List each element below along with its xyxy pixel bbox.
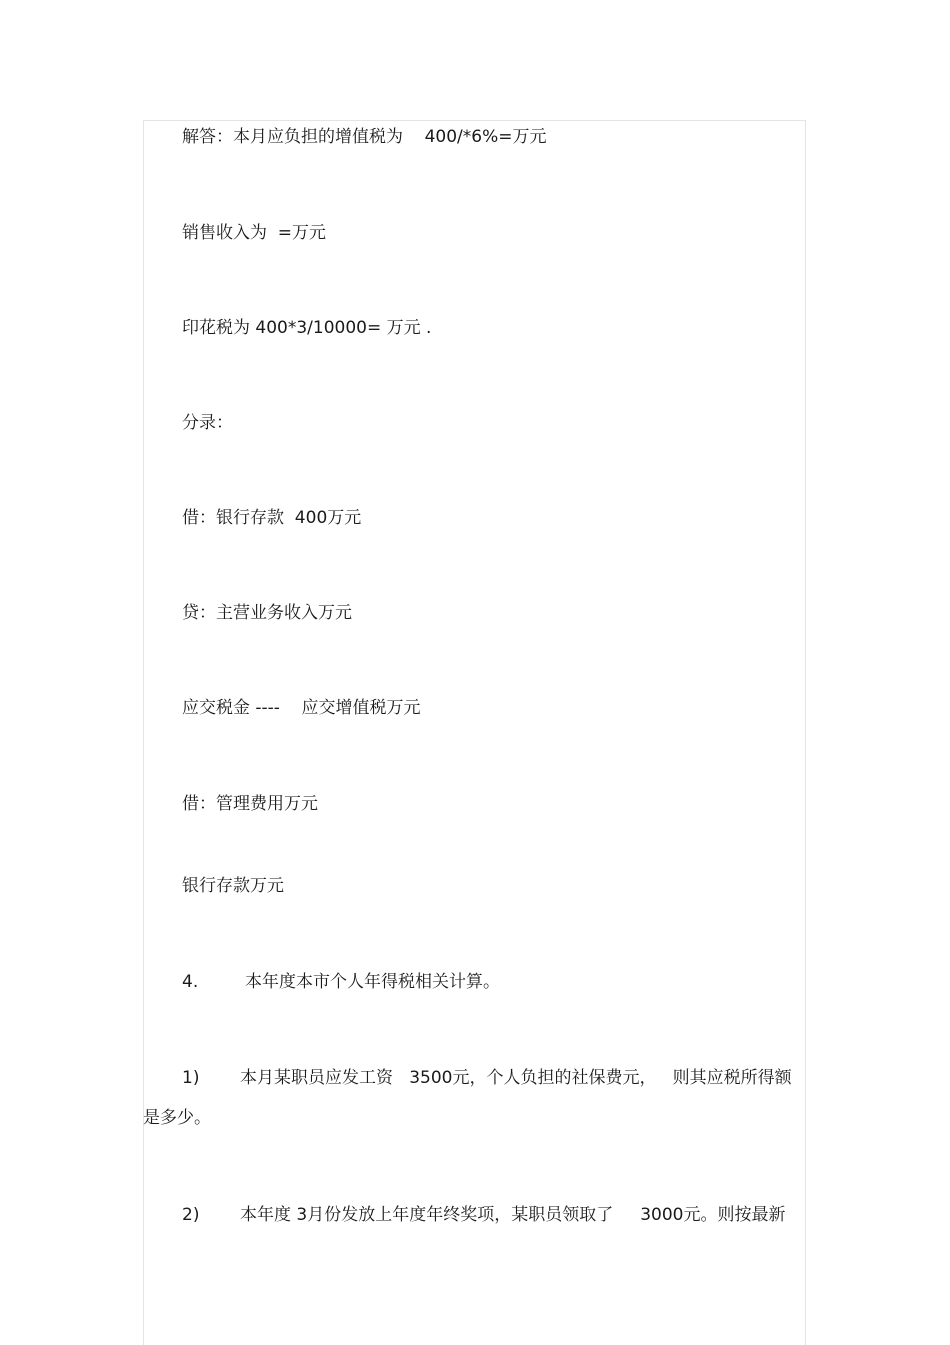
tax-payable-line: 应交税金 ---- 应交增值税万元 [182, 698, 421, 718]
sales-revenue-line: 销售收入为 =万元 [182, 223, 327, 243]
page-frame [143, 120, 806, 1345]
item-2 [182, 1204, 799, 1226]
credit-main-revenue-line: 贷：主营业务收入万元 [182, 603, 352, 623]
item-1-continuation: 是多少。 [143, 1108, 211, 1128]
bank-deposit-line: 银行存款万元 [182, 876, 284, 896]
answer-vat-line: 解答：本月应负担的增值税为 400/*6%=万元 [182, 127, 547, 147]
item-1-text: 本月某职员应发工资 3500元，个人负担的社保费元， 则其应税所得额 [240, 1068, 792, 1088]
item-1-number: 1) [182, 1068, 200, 1088]
item-2-number: 2) [182, 1205, 200, 1225]
debit-bank-deposit-line: 借：银行存款 400万元 [182, 508, 362, 528]
item-4 [182, 971, 799, 993]
debit-admin-expense-line: 借：管理费用万元 [182, 794, 318, 814]
item-2-text: 本年度 3月份发放上年度年终奖项，某职员领取了 3000元。则按最新 [240, 1205, 786, 1225]
stamp-tax-line: 印花税为 400*3/10000= 万元 . [182, 318, 432, 338]
item-1 [182, 1067, 799, 1089]
entries-heading: 分录： [182, 413, 233, 433]
item-4-text: 本年度本市个人年得税相关计算。 [245, 972, 500, 992]
item-4-number: 4. [182, 972, 199, 992]
